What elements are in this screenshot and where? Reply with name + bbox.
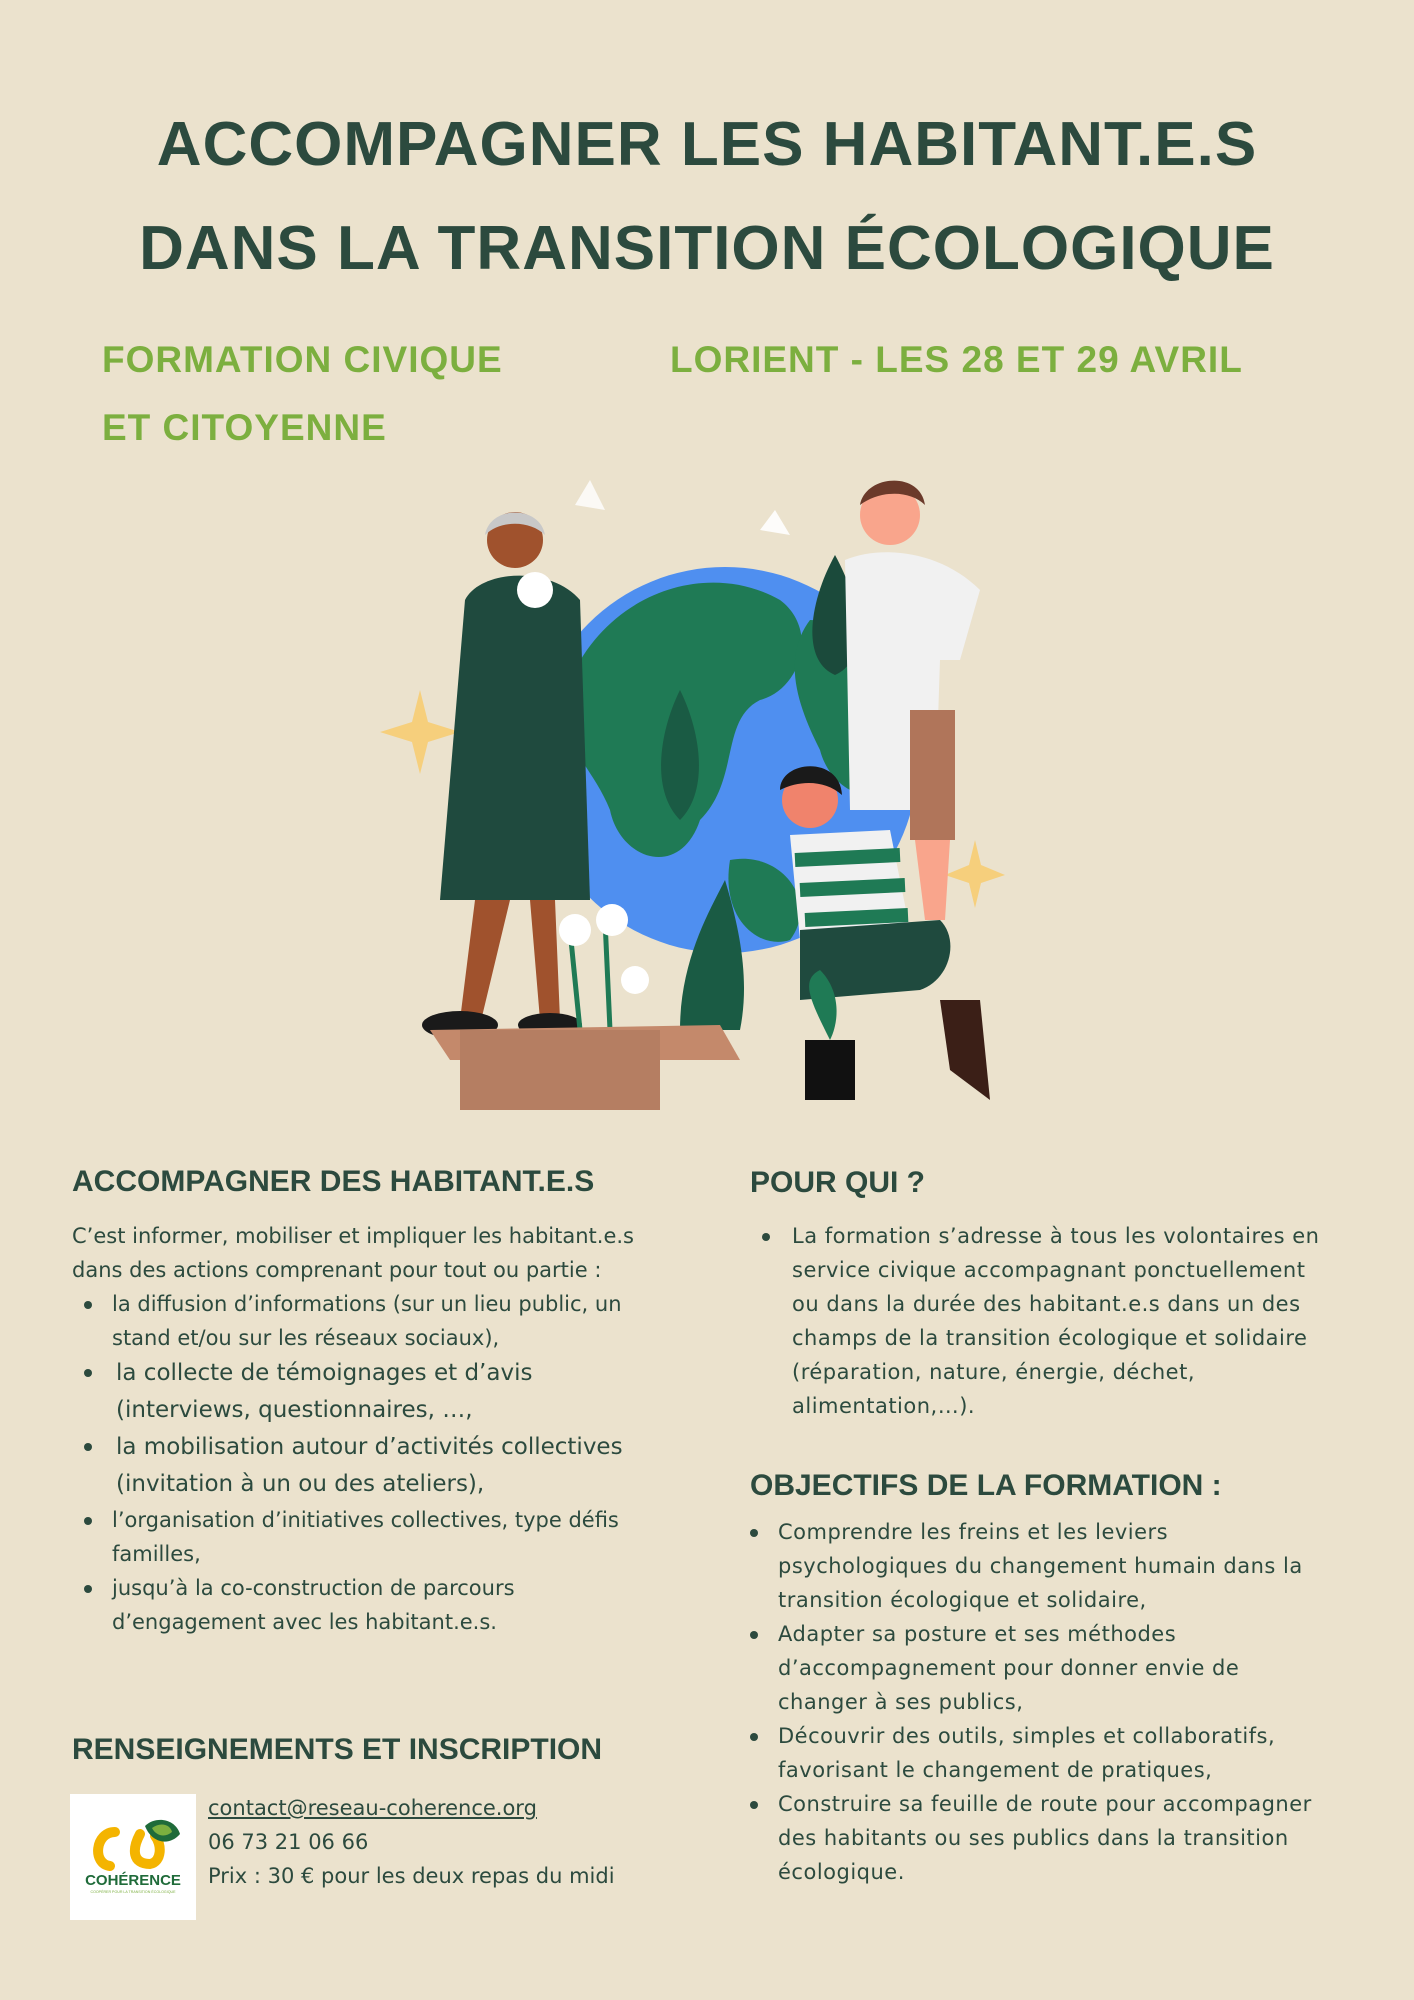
accompagner-list bbox=[72, 1287, 652, 1639]
illustration-people-globe bbox=[380, 460, 1020, 1120]
list-item: Comprendre les freins et les leviers psychologiques du changement humain dans la transition écologique et solidaire, bbox=[738, 1515, 1328, 1617]
list-item: Adapter sa posture et ses méthodes d’accompagnement pour donner envie de changer à ses publics, bbox=[738, 1617, 1328, 1719]
sparkle-icon bbox=[945, 840, 1005, 908]
pour-qui-section bbox=[750, 1219, 1330, 1423]
list-item: Découvrir des outils, simples et collaboratifs, favorisant le changement de pratiques, bbox=[738, 1719, 1328, 1787]
coherence-logo-icon bbox=[70, 1794, 196, 1920]
location-dates: LORIENT - LES 28 ET 29 AVRIL bbox=[670, 339, 1243, 380]
contact-block bbox=[208, 1791, 728, 1893]
formation-label-1: FORMATION CIVIQUE bbox=[102, 339, 503, 380]
price-info: Prix : 30 € pour les deux repas du midi bbox=[208, 1864, 615, 1888]
svg-text:COOPÉRER POUR LA TRANSITION ÉC: COOPÉRER POUR LA TRANSITION ÉCOLOGIQUE bbox=[90, 1890, 176, 1894]
phone-number: 06 73 21 06 66 bbox=[208, 1830, 369, 1854]
list-item: la mobilisation autour d’activités collectives (invitation à un ou des ateliers), bbox=[72, 1429, 652, 1503]
accompagner-section bbox=[72, 1219, 652, 1639]
title-line-1: ACCOMPAGNER LES HABITANT.E.S bbox=[156, 110, 1258, 179]
pour-qui-heading: POUR QUI ? bbox=[750, 1166, 926, 1199]
list-item: la diffusion d’informations (sur un lieu public, un stand et/ou sur les réseaux sociaux), bbox=[72, 1287, 652, 1355]
list-item: La formation s’adresse à tous les volontaires en service civique accompagnant ponctuellement ou dans la durée des habitant.e.s dans un des champs de la transition écologique et solidaire (réparation, nature, énergie, déchet, alimentation,…). bbox=[750, 1219, 1330, 1423]
renseignements-heading: RENSEIGNEMENTS ET INSCRIPTION bbox=[72, 1733, 603, 1766]
svg-text:COHÉRENCE: COHÉRENCE bbox=[85, 1872, 181, 1889]
objectifs-heading: OBJECTIFS DE LA FORMATION : bbox=[750, 1469, 1222, 1502]
objectifs-section bbox=[738, 1515, 1328, 1889]
list-item: la collecte de témoignages et d’avis (interviews, questionnaires, …, bbox=[72, 1355, 652, 1429]
formation-label-2: ET CITOYENNE bbox=[102, 407, 387, 448]
coherence-logo bbox=[70, 1794, 196, 1920]
accompagner-intro: C’est informer, mobiliser et impliquer les habitant.e.s dans des actions comprenant pour tout ou partie : bbox=[72, 1224, 634, 1282]
accompagner-heading: ACCOMPAGNER DES HABITANT.E.S bbox=[72, 1165, 595, 1198]
email-link[interactable]: contact@reseau-coherence.org bbox=[208, 1796, 537, 1820]
list-item: jusqu’à la co-construction de parcours d’engagement avec les habitant.e.s. bbox=[72, 1571, 652, 1639]
sparkle-icon bbox=[380, 690, 460, 774]
title-line-2: DANS LA TRANSITION ÉCOLOGIQUE bbox=[139, 214, 1275, 283]
list-item: l’organisation d’initiatives collectives, type défis familles, bbox=[72, 1503, 652, 1571]
list-item: Construire sa feuille de route pour accompagner des habitants ou ses publics dans la transition écologique. bbox=[738, 1787, 1328, 1889]
